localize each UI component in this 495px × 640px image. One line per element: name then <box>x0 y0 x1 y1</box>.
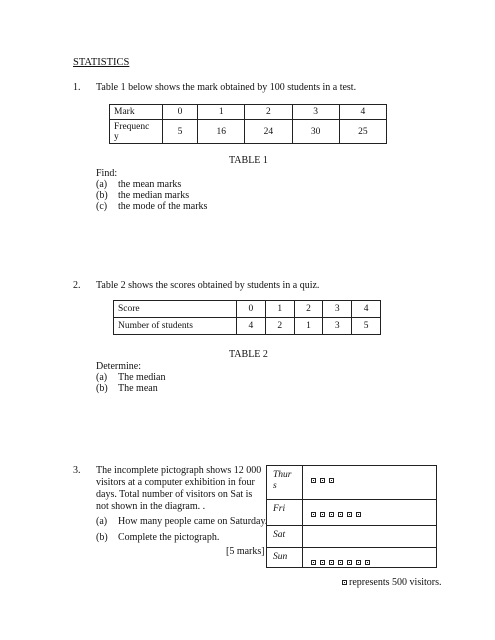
visitor-symbol-icon <box>320 478 325 483</box>
visitor-symbol-icon <box>311 478 316 483</box>
q2-number: 2. <box>73 280 81 291</box>
day-text: Fri <box>273 504 286 514</box>
list-item <box>96 383 165 394</box>
day-text: Thur <box>273 470 292 480</box>
section-heading: STATISTICS <box>73 57 130 68</box>
pictograph-row-fri <box>267 500 436 526</box>
table-cell: 0 <box>237 301 266 318</box>
pictograph-row-sat <box>267 526 436 548</box>
q3-text-line: days. Total number of visitors on Sat is <box>96 489 253 500</box>
table-2 <box>113 300 381 335</box>
table-1-row-mark <box>110 105 387 120</box>
visitor-symbol-icon <box>365 560 370 565</box>
visitor-symbol-icon <box>338 560 343 565</box>
table-cell: 2 <box>265 318 294 335</box>
pictograph-symbols <box>311 478 338 485</box>
item-text: How many people came on Saturday. <box>118 516 268 527</box>
q2-text: Table 2 shows the scores obtained by students in a quiz. <box>96 280 320 291</box>
q1-number: 1. <box>73 82 81 93</box>
table-1-caption: TABLE 1 <box>229 155 268 166</box>
table-2-row-score <box>114 301 381 318</box>
item-label: (a) <box>96 179 108 190</box>
visitor-symbol-icon <box>347 512 352 517</box>
visitor-symbol-icon <box>320 560 325 565</box>
list-item <box>96 516 267 527</box>
day-text: s <box>273 481 277 491</box>
table-cell-text: y <box>114 131 119 142</box>
item-label: (b) <box>96 532 108 543</box>
pictograph-row-thurs <box>267 466 436 500</box>
item-text: Complete the pictograph. <box>118 532 220 543</box>
item-label: (b) <box>96 190 108 201</box>
table-cell: 3 <box>292 105 339 120</box>
table-cell-text: Frequenc <box>114 121 150 132</box>
q3-text-line: visitors at a computer exhibition in four <box>96 477 255 488</box>
visitor-symbol-icon <box>329 512 334 517</box>
pictograph-row-sun <box>267 548 436 568</box>
table-cell: 3 <box>323 301 352 318</box>
list-item <box>96 201 207 212</box>
table-cell: 4 <box>352 301 381 318</box>
visitor-symbol-icon <box>356 512 361 517</box>
table-cell: 0 <box>163 105 198 120</box>
pictograph-symbols <box>311 512 365 519</box>
table-cell: 25 <box>339 120 386 144</box>
item-text: the mean marks <box>118 179 182 190</box>
pictograph-day-label <box>267 548 303 568</box>
visitor-symbol-icon <box>311 512 316 517</box>
pictograph-key <box>342 577 442 588</box>
table-cell: 4 <box>339 105 386 120</box>
item-text: the median marks <box>118 190 190 201</box>
visitor-symbol-icon <box>320 512 325 517</box>
table-cell: 24 <box>245 120 292 144</box>
table-cell: 3 <box>323 318 352 335</box>
pictograph-day-label <box>267 500 303 525</box>
table-cell: 16 <box>198 120 245 144</box>
visitor-symbol-icon <box>347 560 352 565</box>
table-cell: 5 <box>352 318 381 335</box>
table-cell: Score <box>114 301 237 318</box>
item-text: the mode of the marks <box>118 201 208 212</box>
table-cell <box>110 120 163 144</box>
day-text: Sat <box>273 530 286 540</box>
pictograph-symbols <box>311 560 374 567</box>
list-item <box>96 179 207 190</box>
item-text: The mean <box>118 383 158 394</box>
visitor-symbol-icon <box>356 560 361 565</box>
table-2-caption: TABLE 2 <box>229 349 268 360</box>
q3-items <box>96 516 267 543</box>
item-label: (b) <box>96 383 108 394</box>
table-1 <box>109 104 387 144</box>
table-cell: Mark <box>110 105 163 120</box>
visitor-symbol-icon <box>311 560 316 565</box>
marks-text: [5 marks] <box>226 546 265 557</box>
list-item <box>96 190 207 201</box>
table-cell: 1 <box>294 318 323 335</box>
table-cell: Number of students <box>114 318 237 335</box>
table-cell: 1 <box>265 301 294 318</box>
table-cell: 5 <box>163 120 198 144</box>
table-cell: 4 <box>237 318 266 335</box>
q2-determine-list <box>96 361 165 394</box>
item-text: The median <box>118 372 166 383</box>
pictograph <box>266 465 437 568</box>
q1-find-list <box>96 168 207 212</box>
q3-text-line: not shown in the diagram. . <box>96 501 206 512</box>
table-cell: 30 <box>292 120 339 144</box>
table-cell: 1 <box>198 105 245 120</box>
visitor-symbol-icon <box>342 580 347 585</box>
table-cell: 2 <box>294 301 323 318</box>
list-item <box>96 532 267 543</box>
table-2-row-students <box>114 318 381 335</box>
q3-number: 3. <box>73 465 81 476</box>
visitor-symbol-icon <box>329 478 334 483</box>
q1-text: Table 1 below shows the mark obtained by 100 students in a test. <box>96 82 357 93</box>
item-label: (c) <box>96 201 108 212</box>
pictograph-day-label <box>267 526 303 547</box>
q3-marks <box>226 546 265 557</box>
pictograph-day-label <box>267 466 303 499</box>
list-item <box>96 372 165 383</box>
table-1-row-frequency <box>110 120 387 144</box>
visitor-symbol-icon <box>338 512 343 517</box>
day-text: Sun <box>273 552 288 562</box>
item-label: (a) <box>96 516 108 527</box>
key-text: represents 500 visitors. <box>349 577 442 588</box>
determine-label: Determine: <box>96 361 141 372</box>
q3-text-line: The incomplete pictograph shows 12 000 <box>96 465 262 476</box>
q3-text <box>96 465 264 513</box>
visitor-symbol-icon <box>329 560 334 565</box>
table-cell: 2 <box>245 105 292 120</box>
item-label: (a) <box>96 372 108 383</box>
find-label: Find: <box>96 168 118 179</box>
